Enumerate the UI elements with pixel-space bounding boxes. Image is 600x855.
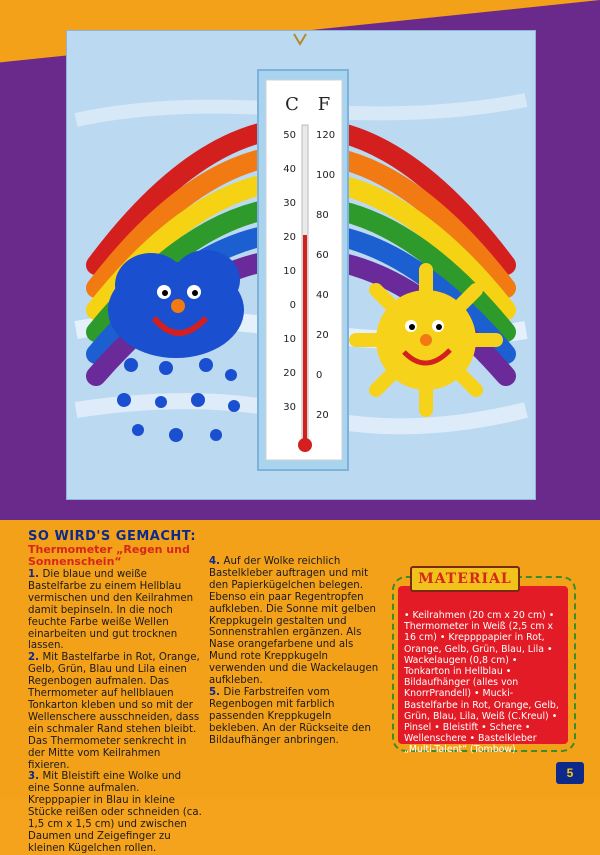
step-2: Mit Bastelfarbe in Rot, Orange, Gelb, Grün, Blau und Lila einen Regenbogen aufmalen. Das Thermometer auf hellblauen Tonkarton kleben und so mit der Wellenschere ausschneiden, dass ein schmaler Rand stehen bleibt. Das Thermometer senkrecht in der Mitte vom Keilrahmen fixieren.: [28, 652, 200, 771]
step-4: Auf der Wolke reichlich Bastelkleber auftragen und mit den Papierkügelchen belegen. Ebenso ein paar Regentropfen aufkleben. Die Sonne mit gelben Kreppkugeln gestalten und Sonnenstrahlen ergänzen. Als Nase orangefarbene und als Mund rote Kreppkugeln verwenden und die Wackelaugen aufkleben.: [209, 556, 379, 687]
svg-text:10: 10: [283, 266, 296, 277]
step-3: Mit Bleistift eine Wolke und eine Sonne aufmalen. Krepppapier in Blau in kleine Stücke reißen oder schneiden (ca. 1,5 cm x 1,5 cm) und zwischen Daumen und Zeigefinger zu kleinen Kügelchen rollen.: [28, 771, 202, 854]
instructions-column-2: 4. Auf der Wolke reichlich Bastelkleber auftragen und mit den Papierkügelchen belegen. Ebenso ein paar Regentropfen aufkleben. Die Sonne mit gelben Kreppkugeln gestalten und Sonnenstrahlen ergänzen. Als Nase orangefarbene und als Mund rote Kreppkugeln verwenden und die Wackelaugen aufkleben. 5. Die Farbstreifen vom Regenbogen mit farblich passenden Kreppkugeln bekleben. An der Rückseite den Bildaufhänger anbringen.: [209, 556, 379, 746]
celsius-scale: [283, 130, 296, 413]
step-1: Die blaue und weiße Bastelfarbe zu einem Hellblau vermischen und den Keilrahmen damit bepinseln. In die noch feuchte Farbe weiße Wellen einarbeiten und gut trocknen lassen.: [28, 569, 194, 652]
svg-text:20: 20: [283, 368, 296, 379]
svg-text:10: 10: [283, 334, 296, 345]
svg-text:20: 20: [283, 232, 296, 243]
svg-text:30: 30: [283, 198, 296, 209]
sun: [356, 270, 496, 410]
svg-text:100: 100: [316, 170, 336, 181]
material-title: MATERIAL: [410, 566, 520, 592]
instructions-subheading: Thermometer „Regen und Sonnenschein“: [28, 543, 190, 568]
thermometer: [258, 70, 348, 470]
svg-text:60: 60: [316, 250, 329, 261]
svg-text:80: 80: [316, 210, 329, 221]
cloud: [108, 250, 244, 358]
page-number: 5: [556, 762, 584, 784]
svg-text:50: 50: [283, 130, 296, 141]
instructions-column-1: 1. Die blaue und weiße Bastelfarbe zu einem Hellblau vermischen und den Keilrahmen damit bepinseln. In die noch feuchte Farbe weiße Wellen einarbeiten und gut trocknen lassen. 2. Mit Bastelfarbe in Rot, Orange, Gelb, Grün, Blau und Lila einen Regenbogen aufmalen. Das Thermometer auf hellblauen Tonkarton kleben und so mit der Wellenschere ausschneiden, dass ein schmaler Rand stehen bleibt. Das Thermometer senkrecht in der Mitte vom Keilrahmen fixieren. 3. Mit Bleistift eine Wolke und eine Sonne aufmalen. Krepppapier in Blau in kleine Stücke reißen oder schneiden (ca. 1,5 cm x 1,5 cm) und zwischen Daumen und Zeigefinger zu kleinen Kügelchen rollen.: [28, 569, 202, 854]
svg-text:20: 20: [316, 330, 329, 341]
celsius-label: C: [285, 94, 299, 115]
svg-text:0: 0: [316, 370, 323, 381]
step-5: Die Farbstreifen vom Regenbogen mit farblich passenden Kreppkugeln bekleben. An der Rückseite den Bildaufhänger anbringen.: [209, 686, 371, 746]
svg-text:40: 40: [283, 164, 296, 175]
material-box: [392, 566, 574, 756]
fahrenheit-label: F: [317, 94, 331, 115]
material-list: • Keilrahmen (20 cm x 20 cm) • Thermometer in Weiß (2,5 cm x 16 cm) • Kreppppapier in Rot, Orange, Gelb, Grün, Blau, Lila • Wackelaugen (0,8 cm) • Tonkarton in Hellblau • Bildaufhänger (alles von KnorrPrandell) • Mucki-Bastelfarbe in Rot, Orange, Gelb, Grün, Blau, Lila, Weiß (C.Kreul) • Pinsel • Bleistift • Schere • Wellenschere • Bastelkleber „Multi-Talent“ (Tombow): [404, 610, 559, 756]
craft-photo: [66, 30, 536, 500]
svg-text:30: 30: [283, 402, 296, 413]
svg-text:40: 40: [316, 290, 329, 301]
svg-text:20: 20: [316, 410, 329, 421]
svg-text:0: 0: [289, 300, 296, 311]
svg-text:120: 120: [316, 130, 336, 141]
instructions-heading: SO WIRD'S GEMACHT:: [28, 529, 197, 544]
